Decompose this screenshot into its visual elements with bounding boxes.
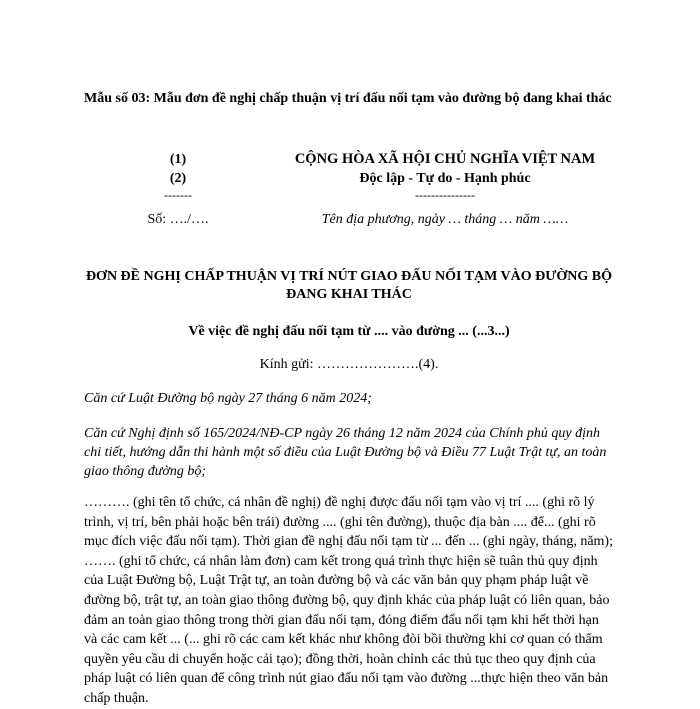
national-motto: Độc lập - Tự do - Hạnh phúc (359, 171, 531, 186)
legal-basis-1: Căn cứ Luật Đường bộ ngày 27 tháng 6 năm 2024; (84, 391, 372, 406)
legal-basis-2: Căn cứ Nghị định số 165/2024/NĐ-CP ngày 26 tháng 12 năm 2024 của Chính phủ quy định chi tiết, hướng dẫn thi hành một số điều của Luật Đường bộ và Điều 77 Luật Trật tự, an toàn giao thông đường bộ; (84, 426, 607, 479)
motto-divider: --------------- (415, 188, 475, 202)
agency-divider: ------- (164, 188, 192, 202)
agency-line-2: (2) (169, 171, 187, 186)
agency-line-1: (1) (169, 152, 187, 167)
recipient-line: Kính gửi: ………………….(4). (259, 357, 439, 372)
nation-name: CỘNG HÒA XÃ HỘI CHỦ NGHĨA VIỆT NAM (294, 151, 596, 167)
place-and-date: Tên địa phương, ngày … tháng … năm …… (321, 212, 569, 227)
body-paragraph: ………. (ghi tên tổ chức, cá nhân đề nghị) đề nghị được đấu nối tạm vào vị trí .... (ghi rõ lý trình, vị trí, bên phải hoặc bên trái) đường .... (ghi tên đường), thuộc địa bàn .... để... (ghi rõ mục đích việc đấu nối tạm). Thời gian đề nghị đấu nối tạm từ ... đến ... (ghi ngày, tháng, năm); ……. (ghi tổ chức, cá nhân làm đơn) cam kết trong quá trình thực hiện sẽ tuân thủ quy định của Luật Đường bộ, Luật Trật tự, an toàn đường bộ và các văn bản quy phạm pháp luật về đường bộ, trật tự, an toàn giao thông đường bộ, quy định khác của pháp luật có liên quan, bảo đảm an toàn giao thông trong thời gian đấu nối tạm, đóng điểm đấu nối tạm khi hết thời hạn và các cam kết ... (... ghi rõ các cam kết khác như không đòi bồi thường khi cơ quan có thẩm quyền yêu cầu di chuyển hoặc cải tạo); đồng thời, hoàn chỉnh các thủ tục theo quy định của pháp luật có liên quan để công trình nút giao đấu nối tạm vào đường ...thực hiện theo văn bản chấp thuận. (84, 495, 613, 706)
form-title: Mẫu số 03: Mẫu đơn đề nghị chấp thuận vị trí đấu nối tạm vào đường bộ đang khai thác (84, 91, 612, 106)
document-title: ĐƠN ĐỀ NGHỊ CHẤP THUẬN VỊ TRÍ NÚT GIAO ĐẤU NỐI TẠM VÀO ĐƯỜNG BỘ ĐANG KHAI THÁC (85, 269, 613, 302)
agency-header (118, 150, 238, 202)
document-subject: Về việc đề nghị đấu nối tạm từ .... vào đường ... (...3...) (188, 324, 510, 339)
national-header (270, 150, 620, 202)
document-number: Số: …./…. (147, 212, 209, 227)
